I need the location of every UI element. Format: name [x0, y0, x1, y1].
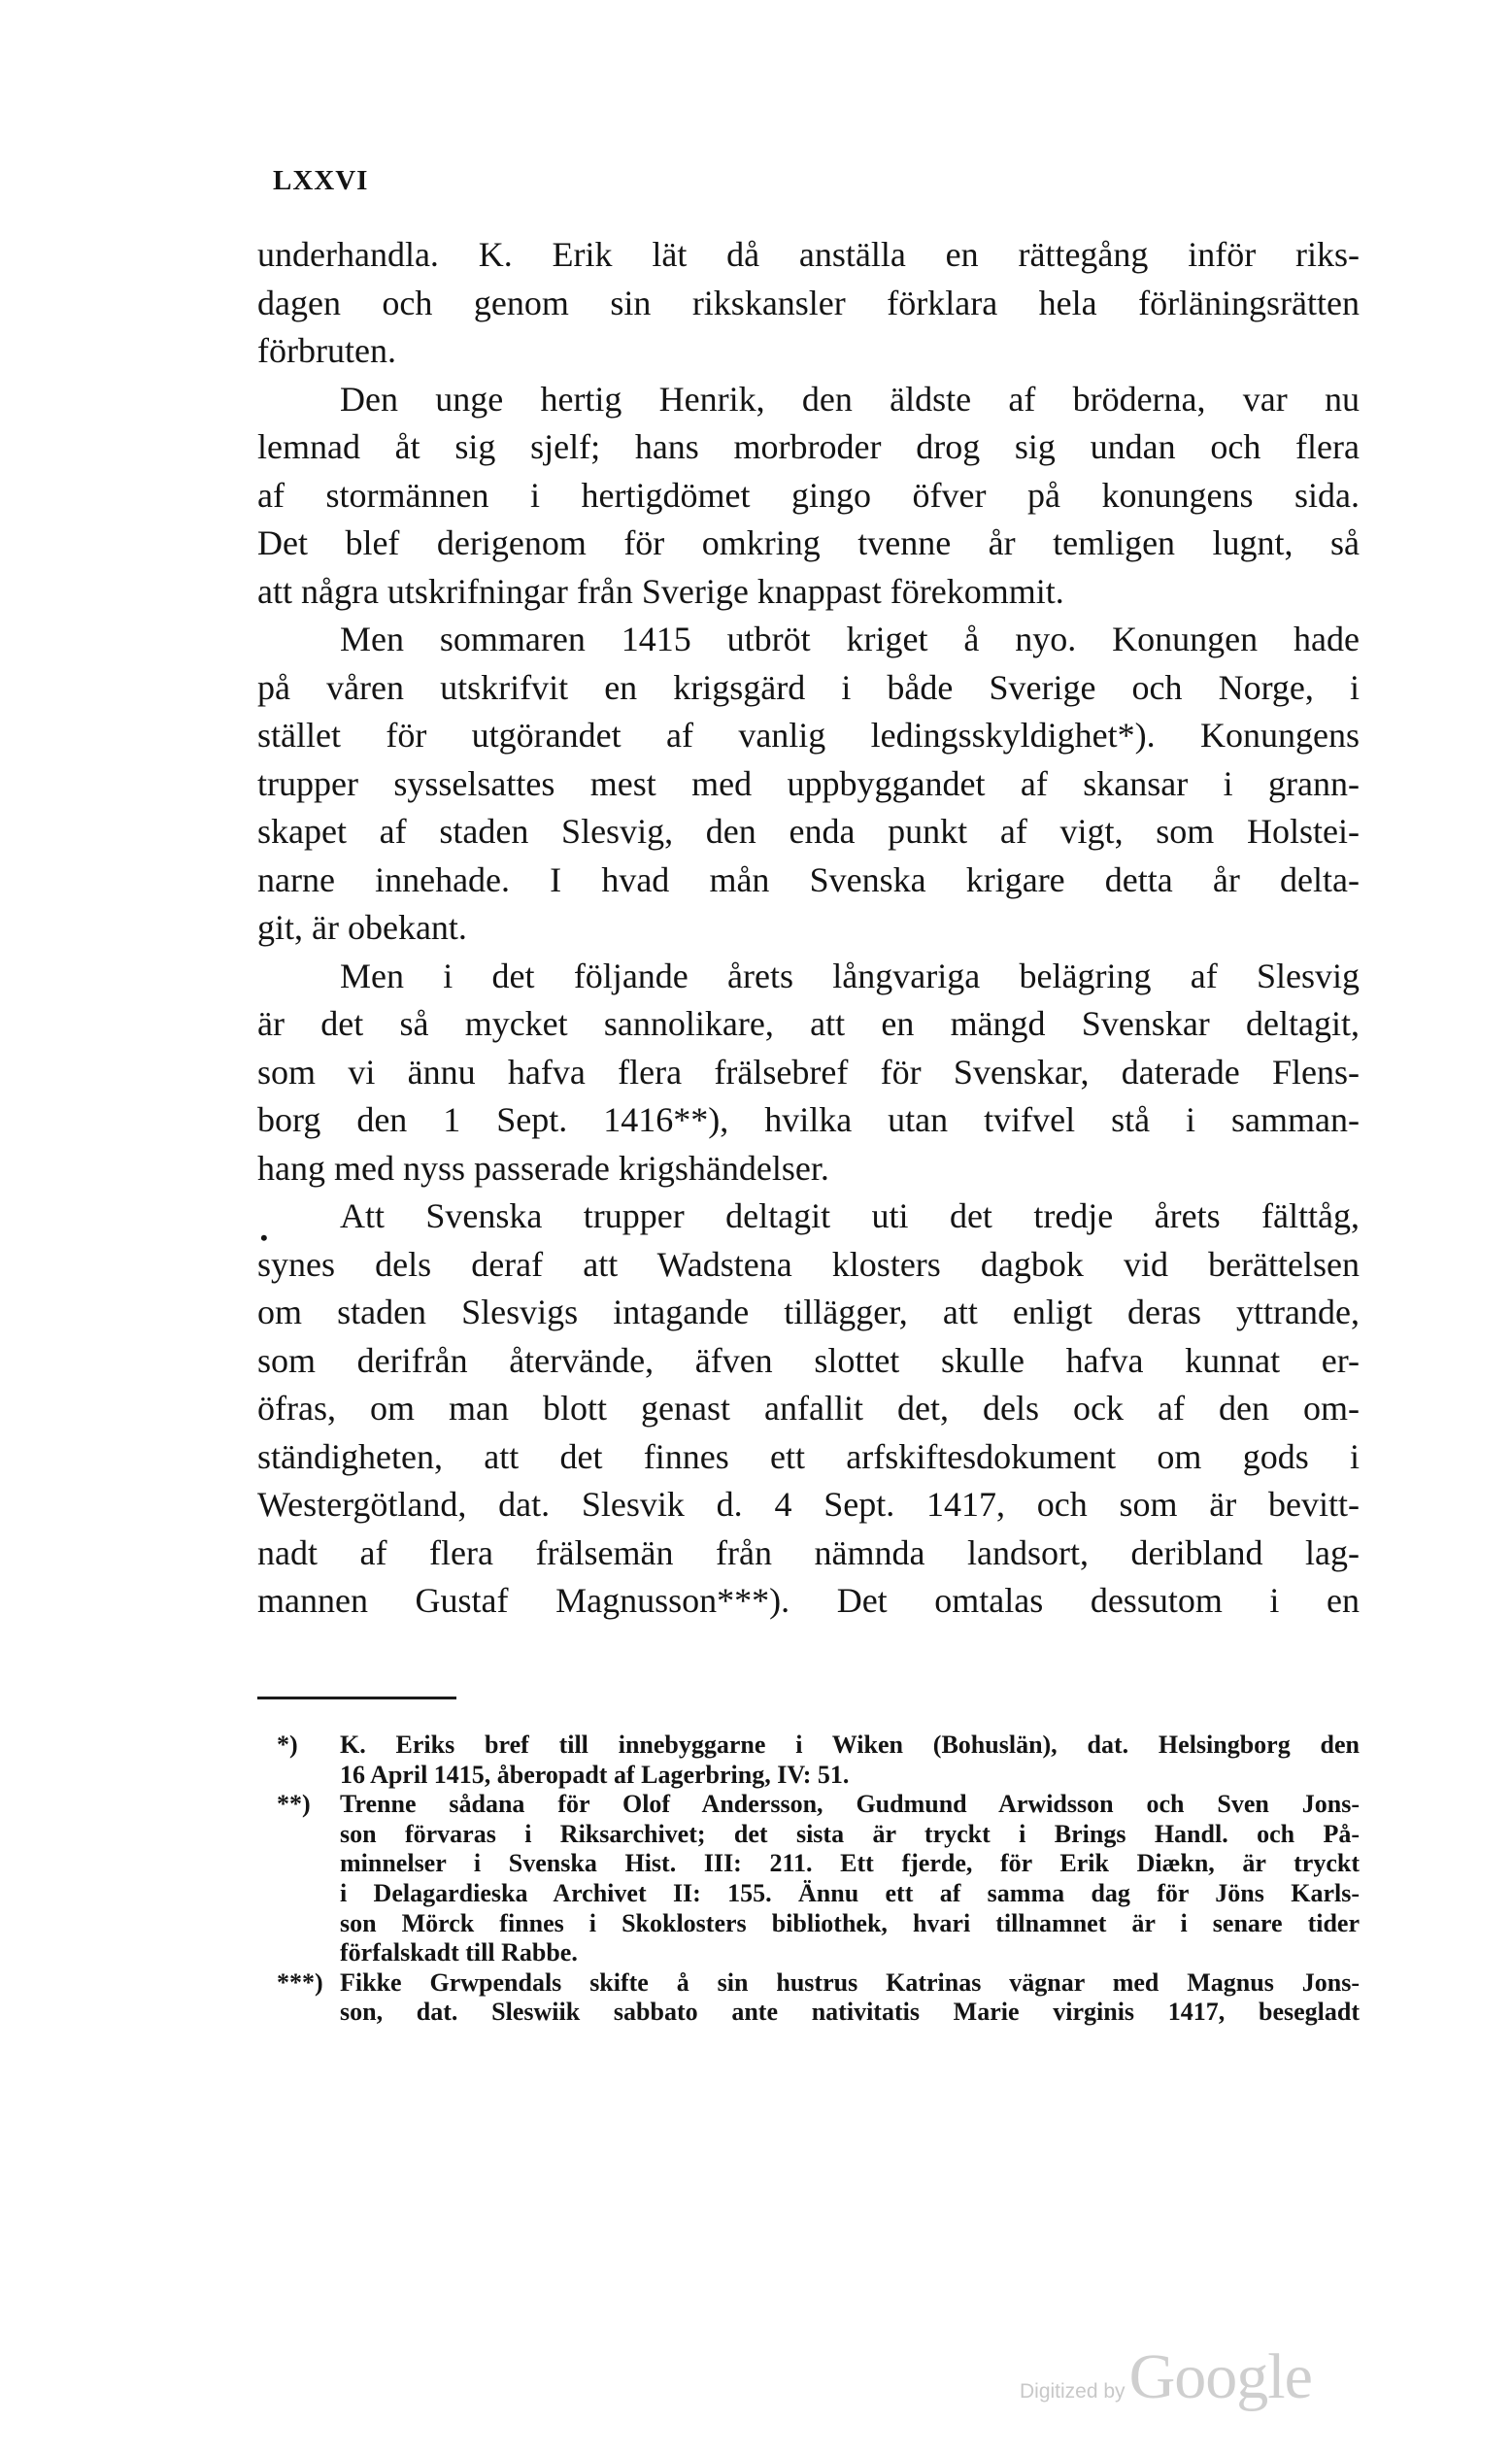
footnote-line: minnelser i Svenska Hist. III: 211. Ett fjerde, för Erik Diækn, är tryckt [340, 1849, 1360, 1878]
text-line: nadt af flera frälsemän från nämnda landsort, deribland lag- [257, 1532, 1360, 1572]
text-line: dagen och genom sin rikskansler förklara hela förläningsrätten [257, 283, 1360, 322]
footnote-line: 16 April 1415, åberopadt af Lagerbring, IV: 51. [340, 1760, 850, 1789]
page-number: LXXVI [273, 165, 369, 196]
text-line: mannen Gustaf Magnusson***). Det omtalas dessutom i en [257, 1581, 1360, 1620]
text-line: stället för utgörandet af vanlig ledingsskyldighet*). Konungens [257, 716, 1360, 755]
text-line: Men sommaren 1415 utbröt kriget å nyo. Konungen hade [340, 620, 1360, 658]
footnote-line: son Mörck finnes i Skoklosters bibliothek, hvari tillnamnet är i senare tider [340, 1908, 1360, 1937]
marginal-mark: • [260, 1226, 268, 1250]
text-line: Att Svenska trupper deltagit uti det tredje årets fälttåg, [340, 1196, 1360, 1235]
text-line: skapet af staden Slesvig, den enda punkt af vigt, som Holstei- [257, 812, 1360, 851]
footnote-line: son förvaras i Riksarchivet; det sista är tryckt i Brings Handl. och På- [340, 1819, 1360, 1848]
text-line: att några utskrifningar från Sverige knappast förekommit. [257, 571, 1064, 611]
text-line: Det blef derigenom för omkring tvenne år temligen lugnt, så [257, 523, 1360, 562]
text-line: Westergötland, dat. Slesvik d. 4 Sept. 1417, och som är bevitt- [257, 1485, 1360, 1524]
footnote-marker: *) [277, 1731, 298, 1759]
body-text [257, 231, 1360, 1626]
footnote-line: i Delagardieska Archivet II: 155. Ännu ett af samma dag för Jöns Karls- [340, 1878, 1360, 1907]
footnote-line [257, 1731, 1360, 1761]
text-line: öfras, om man blott genast anfallit det, dels ock af den om- [257, 1389, 1360, 1428]
text-line: af stormännen i hertigdömet gingo öfver på konungens sida. [257, 475, 1360, 515]
text-line: som derifrån återvände, äfven slottet skulle hafva kunnat er- [257, 1340, 1360, 1380]
footnote-text: Fikke Grwpendals skifte å sin hustrus Katrinas vägnar med Magnus Jons- [340, 1967, 1360, 1997]
text-line: förbruten. [257, 331, 396, 370]
footnote-text: Trenne sådana för Olof Andersson, Gudmund Arwidsson och Sven Jons- [340, 1790, 1360, 1819]
text-line: Den unge hertig Henrik, den äldste af bröderna, var nu [340, 379, 1360, 419]
footnote-rule [257, 1697, 456, 1699]
text-line: hang med nyss passerade krigshändelser. [257, 1148, 829, 1188]
text-line: borg den 1 Sept. 1416**), hvilka utan tvifvel stå i samman- [257, 1100, 1360, 1139]
text-line: trupper sysselsattes mest med uppbyggandet af skansar i grann- [257, 763, 1360, 803]
text-line: synes dels deraf att Wadstena klosters dagbok vid berättelsen [257, 1244, 1360, 1284]
footnote-line [257, 1968, 1360, 1999]
text-line: om staden Slesvigs intagande tillägger, att enligt deras yttrande, [257, 1293, 1360, 1331]
footnote-text: K. Eriks bref till innebyggarne i Wiken (Bohuslän), dat. Helsingborg den [340, 1731, 1360, 1759]
text-line: Men i det följande årets långvariga belägring af Slesvig [340, 956, 1360, 995]
digitized-by-google-watermark [1020, 2340, 1312, 2414]
footnote-line: son, dat. Sleswiik sabbato ante nativitatis Marie virginis 1417, besegladt [340, 1998, 1360, 2027]
text-line: underhandla. K. Erik lät då anställa en rättegång inför riks- [257, 235, 1360, 274]
footnotes [257, 1731, 1360, 2028]
text-line: som vi ännu hafva flera frälsebref för Svenskar, daterade Flens- [257, 1052, 1360, 1092]
watermark-prefix: Digitized by [1020, 2380, 1126, 2403]
text-line: git, är obekant. [257, 908, 467, 947]
footnote-line [257, 1790, 1360, 1820]
text-line: på våren utskrifvit en krigsgärd i både Sverige och Norge, i [257, 667, 1360, 707]
footnote-marker: **) [277, 1790, 311, 1819]
text-line: är det så mycket sannolikare, att en mängd Svenskar deltagit, [257, 1004, 1360, 1043]
footnote-line: förfalskadt till Rabbe. [340, 1938, 578, 1967]
text-line: lemnad åt sig sjelf; hans morbroder drog sig undan och flera [257, 427, 1360, 466]
google-logo: Google [1128, 2341, 1312, 2412]
text-line: narne innehade. I hvad mån Svenska krigare detta år delta- [257, 859, 1360, 899]
text-line: ständigheten, att det finnes ett arfskiftesdokument om gods i [257, 1436, 1360, 1476]
footnote-marker: ***) [277, 1967, 323, 1997]
